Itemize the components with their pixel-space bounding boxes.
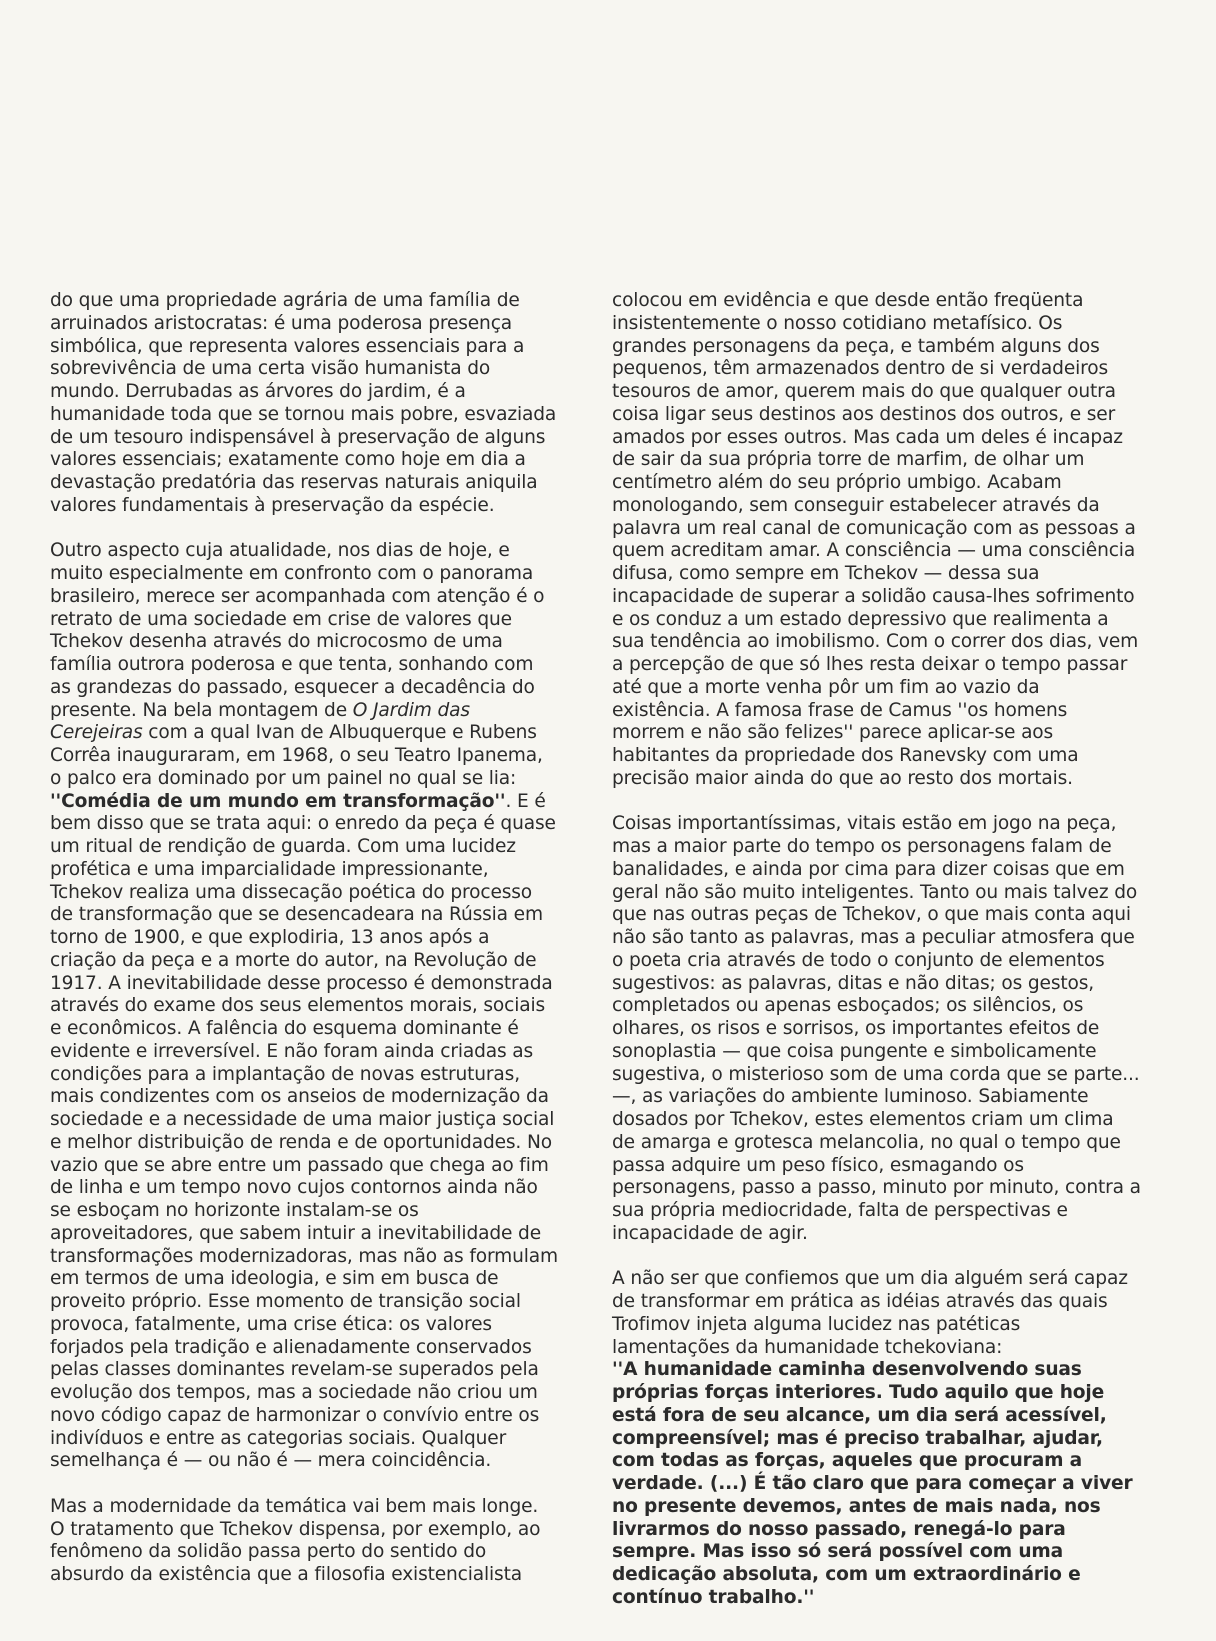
paragraph-text: com a qual Ivan de Albuquerque e Rubens Corrêa inauguraram, em 1968, o seu Teatro Ipanema, o palco era dominado por um painel no qual se lia: [50, 722, 543, 789]
paragraph: A não ser que confiemos que um dia alguém será capaz de transformar em prática as idéias através das quais Trofimov injeta alguma lucidez nas patéticas lamentações da humanidade tchekoviana: [612, 1268, 1128, 1358]
paragraph: do que uma propriedade agrária de uma família de arruinados aristocratas: é uma poderosa presença simbólica, que representa valores essenciais para a sobrevivência de uma certa visão humanista do mundo. Derrubadas as árvores do jardim, é a humanidade toda que se tornou mais pobre, esvaziada de um tesouro indispensável à preservação de alguns valores essenciais; exatamente como hoje em dia a devastação predatória das reservas naturais aniquila valores fundamentais à preservação da espécie. [50, 290, 557, 516]
paragraph-text: . E é bem disso que se trata aqui: o enredo da peça é quase um ritual de rendição de guarda. Com uma lucidez profética e uma imparcialidade impressionante, Tchekov realiza uma dissecação poética do processo de transformação que se desencadeara na Rússia em torno de 1900, e que explodiria, 13 anos após a criação da peça e a morte do autor, na Revolução de 1917. A inevitabilidade desse processo é demonstrada através do exame dos seus elementos morais, sociais e econômicos. A falência do esquema dominante é evidente e irreversível. E não foram ainda criadas as condições para a implantação de novas estruturas, mais condizentes com os anseios de modernização da sociedade e a necessidade de uma maior justiça social e melhor distribuição de renda e de oportunidades. No vazio que se abre entre um passado que chega ao fim de linha e um tempo novo cujos contornos ainda não se esboçam no horizonte instalam-se os aproveitadores, que sabem intuir a inevitabilidade de transformações modernizadoras, mas não as formulam em termos de uma ideologia, e sim em busca de proveito próprio. Esse momento de transição social provoca, fatalmente, uma crise ética: os valores forjados pela tradição e alienadamente conservados pelas classes dominantes revelam-se superados pela evolução dos tempos, mas a sociedade não criou um novo código capaz de harmonizar o convívio entre os indivíduos e entre as categorias sociais. Qualquer semelhança é — ou não é — mera coincidência. [50, 790, 558, 1472]
trofimov-quote: ''A humanidade caminha desenvolvendo suas próprias forças interiores. Tudo aquilo que hoje está fora de seu alcance, um dia será acessível, compreensível; mas é preciso trabalhar, ajudar, com todas as forças, aqueles que procuram a verdade. (...) É tão claro que para começar a viver no presente devemos, antes de mais nada, nos livrarmos do nosso passado, renegá-lo para sempre. Mas isso só será possível com uma dedicação absoluta, com um extraordinário e contínuo trabalho.'' [612, 1359, 1133, 1608]
right-column [612, 290, 1142, 1610]
paragraph [50, 540, 558, 1473]
play-title: O Jardim das Cerejeiras [50, 699, 470, 744]
paragraph-text: Outro aspecto cuja atualidade, nos dias de hoje, e muito especialmente em confronto com o panorama brasileiro, merece ser acompanhada com atenção é o retrato de uma sociedade em crise de valores que Tchekov desenha através do microcosmo de uma família outrora poderosa e que tenta, sonhando com as grandezas do passado, esquecer a decadência do presente. Na bela montagem de [50, 540, 545, 721]
paragraph: colocou em evidência e que desde então freqüenta insistentemente o nosso cotidiano metafísico. Os grandes personagens da peça, e também alguns dos pequenos, têm armazenados dentro de si verdadeiros tesouros de amor, querem mais do que qualquer outra coisa ligar seus destinos aos destinos dos outros, e ser amados por esses outros. Mas cada um deles é incapaz de sair da sua própria torre de marfim, de olhar um centímetro além do seu próprio umbigo. Acabam monologando, sem conseguir estabelecer através da palavra um real canal de comunicação com as pessoas a quem acreditam amar. A consciência — uma consciência difusa, como sempre em Tchekov — dessa sua incapacidade de superar a solidão causa-lhes sofrimento e os conduz a um estado depressivo que realimenta a sua tendência ao imobilismo. Com o correr dos dias, vem a percepção de que só lhes resta deixar o tempo passar até que a morte venha pôr um fim ao vazio da existência. A famosa frase de Camus ''os homens morrem e não são felizes'' parece aplicar-se aos habitantes da propriedade dos Ranevsky com uma precisão maior ainda do que ao resto dos mortais. [612, 290, 1139, 789]
panel-quote: ''Comédia de um mundo em transformação'' [50, 790, 506, 812]
paragraph: Coisas importantíssimas, vitais estão em jogo na peça, mas a maior parte do tempo os personagens falam de banalidades, e ainda por cima para dizer coisas que em geral não são muito inteligentes. Tanto ou mais talvez do que nas outras peças de Tchekov, o que mais conta aqui não são tanto as palavras, mas a peculiar atmosfera que o poeta cria através de todo o conjunto de elementos sugestivos: as palavras, ditas e não ditas; os gestos, completados ou apenas esboçados; os silêncios, os olhares, os risos e sorrisos, os importantes efeitos de sonoplastia — que coisa pungente e simbolicamente sugestiva, o misterioso som de uma corda que se parte...—, as variações do ambiente luminoso. Sabiamente dosados por Tchekov, estes elementos criam um clima de amarga e grotesca melancolia, no qual o tempo que passa adquire um peso físico, esmagando os personagens, passo a passo, minuto por minuto, contra a sua própria mediocridade, falta de perspectivas e incapacidade de agir. [612, 813, 1141, 1244]
paragraph: Mas a modernidade da temática vai bem mais longe. O tratamento que Tchekov dispensa, por exemplo, ao fenômeno da solidão passa perto do sentido do absurdo da existência que a filosofia existencialista [50, 1495, 541, 1585]
left-column [50, 290, 558, 1587]
